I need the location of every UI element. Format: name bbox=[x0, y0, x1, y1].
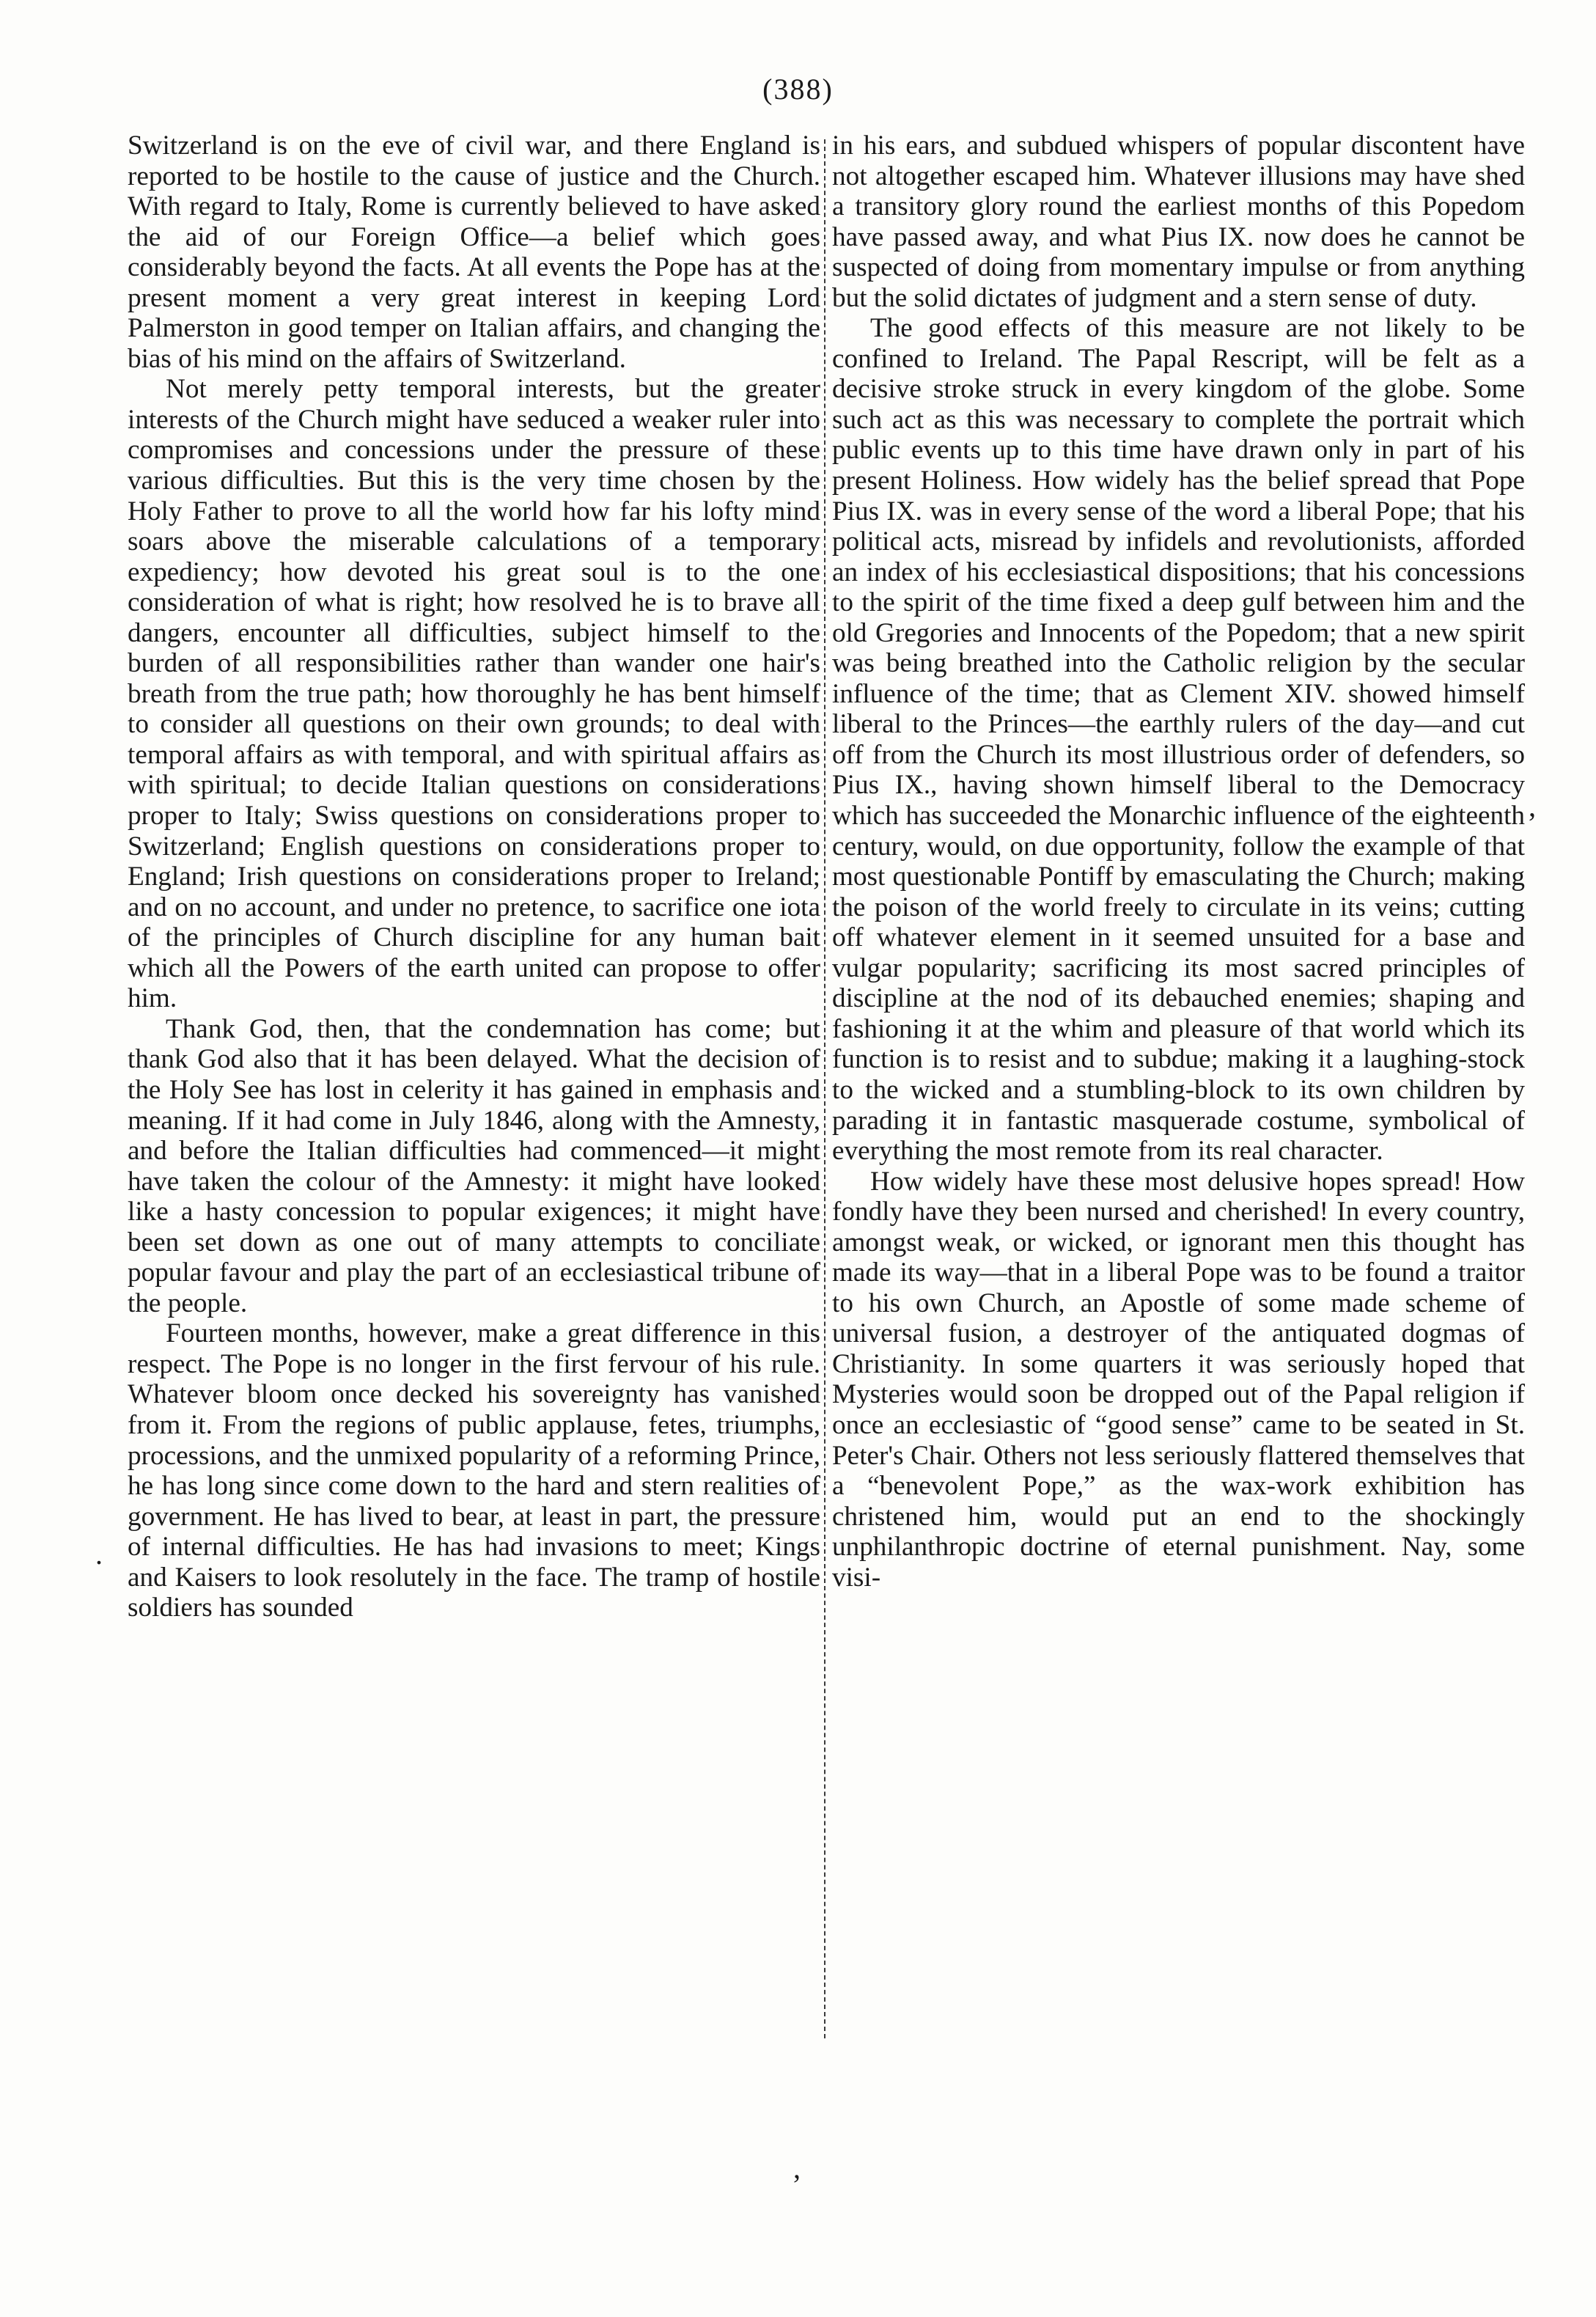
stray-mark-left: . bbox=[95, 1538, 103, 1571]
left-paragraph-3: Thank God, then, that the condemnation has come; but thank God also that it has been delayed. What the decision of the Holy See has lost in celerity it has gained in emphasis and meaning. If it had come in July 1846, along with the Amnesty, and before the Italian difficulties had commenced—it might have taken the colour of the Amnesty: it might have looked like a hasty concession to popular exigences; it might have been set down as one out of many attempts to conciliate popular favour and play the part of an ecclesiastical tribune of the people. bbox=[128, 1013, 820, 1318]
left-paragraph-1: Switzerland is on the eve of civil war, and there England is reported to be hostile to the cause of justice and the Church. With regard to Italy, Rome is currently believed to have asked the aid of our Foreign Office—a belief which goes considerably beyond the facts. At all events the Pope has at the present moment a very great interest in keeping Lord Palmerston in good temper on Italian affairs, and changing the bias of his mind on the affairs of Switzerland. bbox=[128, 131, 820, 374]
page-number: (388) bbox=[762, 73, 834, 106]
right-paragraph-3: How widely have these most delusive hopes spread! How fondly have they been nursed and cherished! In every country, amongst weak, or wicked, or ignorant men this thought has made its way—that in a liberal Pope was to be found a traitor to his own Church, an Apostle of some made scheme of universal fusion, a destroyer of the antiquated dogmas of Christianity. In some quarters it was seriously hoped that Mysteries would soon be dropped out of the Papal religion if once an ecclesiastic of “good sense” came to be seated in St. Peter's Chair. Others not less seriously flattered themselves that a “benevolent Pope,” as the wax-work exhibition has christened him, would put an end to the shockingly unphilanthropic doctrine of eternal punishment. Nay, some visi- bbox=[832, 1166, 1525, 1593]
right-column bbox=[832, 131, 1525, 1593]
column-divider bbox=[824, 139, 825, 2038]
left-paragraph-4: Fourteen months, however, make a great difference in this respect. The Pope is no longer in the first fervour of his rule. Whatever bloom once decked his sovereignty has vanished from it. From the regions of public applause, fetes, triumphs, processions, and the unmixed popularity of a reforming Prince, he has long since come down to the hard and stern realities of government. He has lived to bear, at least in part, the pressure of internal difficulties. He has had invasions to meet; Kings and Kaisers to look resolutely in the face. The tramp of hostile soldiers has sounded bbox=[128, 1318, 820, 1623]
right-paragraph-1: in his ears, and subdued whispers of popular discontent have not altogether escaped him. Whatever illusions may have shed a transitory glory round the earliest months of this Popedom have passed away, and what Pius IX. now does he cannot be suspected of doing from momentary impulse or from anything but the solid dictates of judgment and a stern sense of duty. bbox=[832, 131, 1525, 313]
stray-mark-right: , bbox=[1529, 790, 1536, 823]
left-column bbox=[128, 131, 820, 1623]
left-paragraph-2: Not merely petty temporal interests, but the greater interests of the Church might have seduced a weaker ruler into compromises and concessions under the pressure of these various difficulties. But this is the very time chosen by the Holy Father to prove to all the world how far his lofty mind soars above the miserable calculations of a temporary expediency; how devoted his great soul is to the one consideration of what is right; how resolved he is to brave all dangers, encounter all difficulties, subject himself to the burden of all responsibilities rather than wander one hair's breath from the true path; how thoroughly he has bent himself to consider all questions on their own grounds; to deal with temporal affairs as with temporal, and with spiritual affairs as with spiritual; to decide Italian questions on considerations proper to Italy; Swiss questions on considerations proper to Switzerland; English questions on considerations proper to England; Irish questions on considerations proper to Ireland; and on no account, and under no pretence, to sacrifice one iota of the principles of Church discipline for any human bait which all the Powers of the earth united can propose to offer him. bbox=[128, 374, 820, 1014]
stray-mark-bottom: ’ bbox=[792, 2168, 802, 2201]
right-paragraph-2: The good effects of this measure are not likely to be confined to Ireland. The Papal Rescript, will be felt as a decisive stroke struck in every kingdom of the globe. Some such act as this was necessary to complete the portrait which public events up to this time have drawn only in part of his present Holiness. How widely has the belief spread that Pope Pius IX. was in every sense of the word a liberal Pope; that his political acts, misread by infidels and revolutionists, afforded an index of his ecclesiastical dispositions; that his concessions to the spirit of the time fixed a deep gulf between him and the old Gregories and Innocents of the Popedom; that a new spirit was being breathed into the Catholic religion by the secular influence of the time; that as Clement XIV. showed himself liberal to the Princes—the earthly rulers of the day—and cut off from the Church its most illustrious order of defenders, so Pius IX., having shown himself liberal to the Democracy which has succeeded the Monarchic influence of the eighteenth century, would, on due opportunity, follow the example of that most questionable Pontiff by emasculating the Church; making the poison of the world freely to circulate in its veins; cutting off whatever element in it seemed unsuited for a base and vulgar popularity; sacrificing its most sacred principles of discipline at the nod of its debauched enemies; shaping and fashioning it at the whim and pleasure of that world which its function is to resist and to subdue; making it a laughing-stock to the wicked and a stumbling-block to its own children by parading it in fantastic masquerade costume, symbolical of everything the most remote from its real character. bbox=[832, 313, 1525, 1167]
